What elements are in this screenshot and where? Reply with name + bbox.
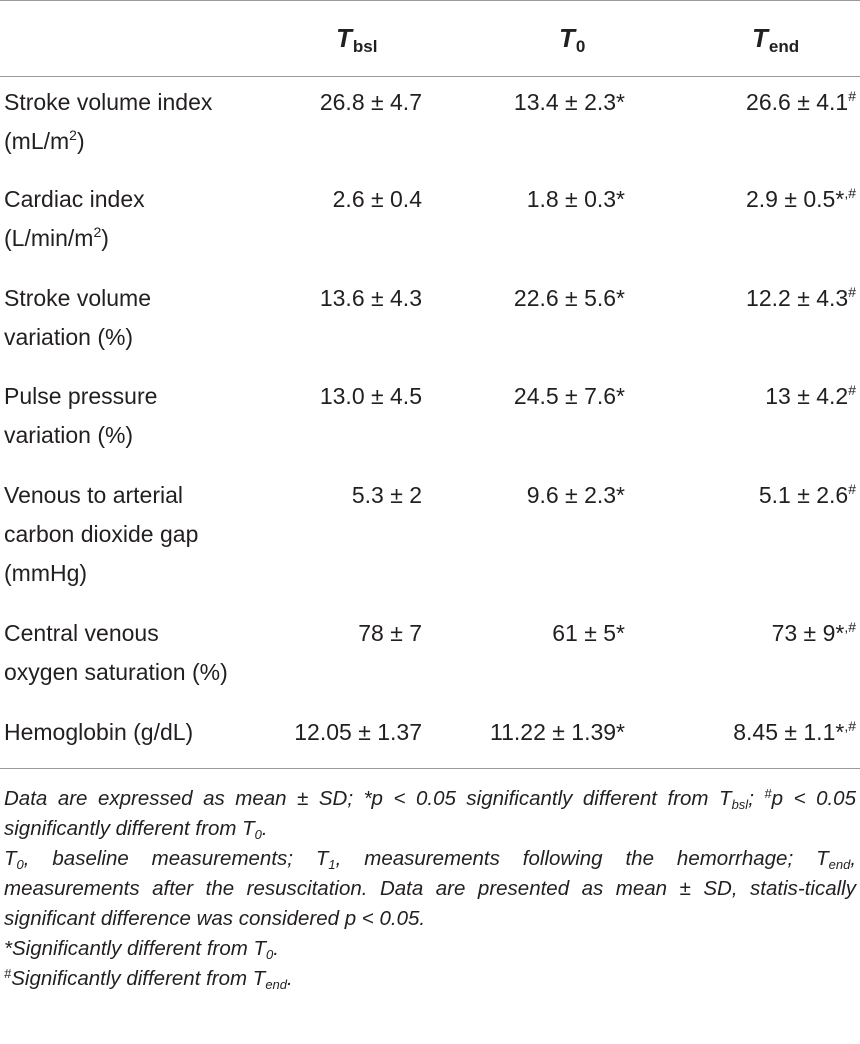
row-label: Central venous oxygen saturation (%) <box>4 620 228 685</box>
header-rule <box>0 76 860 77</box>
cell-t-bsl: 2.6 ± 0.4 <box>332 186 422 212</box>
cell-t-0: 11.22 ± 1.39* <box>490 719 625 745</box>
cell-t-0: 13.4 ± 2.3* <box>513 89 625 115</box>
row-label: Pulse pressure variation (%) <box>4 383 158 448</box>
row-label: Venous to arterial carbon dioxide gap (mmHg) <box>4 482 199 586</box>
footnote-abbreviations: $T_0$, baseline measurements; $T_1$, measurements following the hemorrhage; $T_{end}$, measurements after the resuscitation. Data are presented as mean ± SD, statis-tically significant difference was considered p < 0.05. <box>4 847 857 930</box>
cell-t-bsl: 13.0 ± 4.5 <box>319 383 422 409</box>
cell-t-0: 22.6 ± 5.6* <box>513 285 625 311</box>
table-footnotes <box>4 784 856 994</box>
cell-t-end: 12.2 ± 4.3# <box>746 284 856 311</box>
footnote-asterisk: *Significantly different from $T_0$. <box>4 937 279 962</box>
table-top-rule <box>0 0 860 1</box>
row-label: Stroke volume index $(mL/m^2)$ <box>4 89 213 154</box>
cell-t-end: 26.6 ± 4.1# <box>746 88 856 115</box>
cell-t-end: 2.9 ± 0.5*,# <box>746 185 856 212</box>
cell-t-end: 13 ± 4.2# <box>765 382 856 409</box>
table-bottom-rule <box>0 768 860 769</box>
column-header-t-bsl: Tbsl <box>336 23 378 56</box>
cell-t-bsl: 13.6 ± 4.3 <box>319 285 422 311</box>
column-header-t-end: Tend <box>752 23 800 56</box>
row-label: Cardiac index $(L/\min/m^2)$ <box>4 186 145 251</box>
cell-t-0: 24.5 ± 7.6* <box>513 383 625 409</box>
column-header-t-0: T0 <box>559 23 586 56</box>
cell-t-bsl: 78 ± 7 <box>358 620 422 646</box>
cell-t-end: 5.1 ± 2.6# <box>758 481 856 508</box>
cell-t-0: 9.6 ± 2.3* <box>526 482 625 508</box>
cell-t-bsl: 12.05 ± 1.37 <box>294 719 422 745</box>
footnote-data-expression: Data are expressed as mean ± SD; *p < 0.05 significantly different from $T_{bsl}$; #p < 0.05 significantly different from $T_0$. <box>4 786 856 842</box>
cell-t-0: 61 ± 5* <box>552 620 625 646</box>
cell-t-end: 73 ± 9*,# <box>771 619 856 646</box>
footnote-hash: #Significantly different from $T_{end}$. <box>4 966 293 992</box>
cell-t-bsl: 26.8 ± 4.7 <box>319 89 422 115</box>
row-label: Stroke volume variation (%) <box>4 285 152 350</box>
row-label: Hemoglobin (g/dL) <box>4 719 194 745</box>
cell-t-bsl: 5.3 ± 2 <box>351 482 422 508</box>
cell-t-end: 8.45 ± 1.1*,# <box>733 718 856 745</box>
cell-t-0: 1.8 ± 0.3* <box>526 186 625 212</box>
